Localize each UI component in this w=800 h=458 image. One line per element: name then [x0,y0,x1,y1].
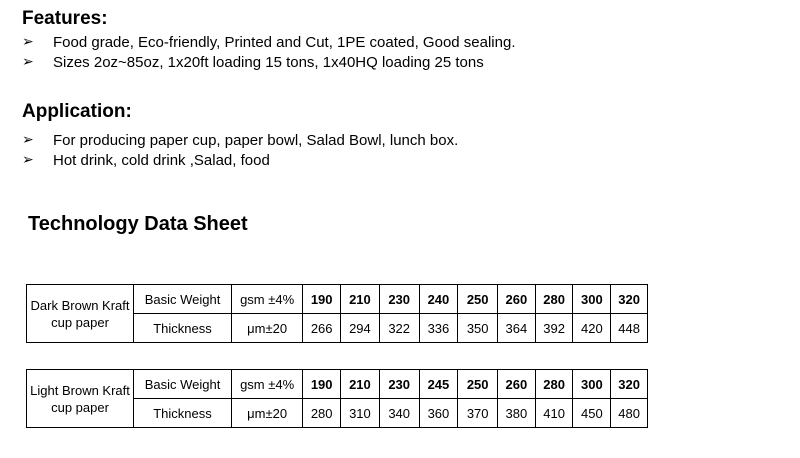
table-cell: 280 [303,399,341,428]
table-cell: 266 [303,314,341,343]
application-heading: Application: [22,101,132,122]
features-heading: Features: [22,8,108,29]
table-row [27,370,648,399]
table-cell: 240 [419,285,458,314]
table-cell: 450 [573,399,611,428]
table-cell: 260 [498,370,536,399]
table-cell: 480 [611,399,648,428]
arrow-bullet-icon: ➢ [22,54,34,70]
table-cell: 410 [535,399,573,428]
table-cell: 448 [611,314,648,343]
features-list [22,32,516,72]
table-cell: 250 [458,370,498,399]
table-cell: 210 [341,285,380,314]
property-label: Basic Weight [134,370,232,399]
table-cell: 322 [379,314,419,343]
table-cell: 294 [341,314,380,343]
table-cell: 380 [498,399,536,428]
table-cell: 420 [573,314,611,343]
spec-table-light-brown [26,369,648,428]
table-cell: 230 [379,285,419,314]
table-row [27,285,648,314]
table-cell: 340 [379,399,419,428]
table-cell: 280 [535,285,573,314]
list-item-text: Sizes 2oz~85oz, 1x20ft loading 15 tons, 1x40HQ loading 25 tons [53,53,484,71]
table-cell: 300 [573,285,611,314]
list-item-text: Hot drink, cold drink ,Salad, food [53,151,270,169]
table-cell: 320 [611,370,648,399]
table-cell: 350 [458,314,498,343]
arrow-bullet-icon: ➢ [22,34,34,50]
arrow-bullet-icon: ➢ [22,132,34,148]
product-name: Light Brown Kraft cup paper [27,370,134,428]
spec-table-dark-brown [26,284,648,343]
property-label: Basic Weight [134,285,232,314]
table-cell: 190 [303,285,341,314]
list-item [22,150,458,170]
unit-label: μm±20 [231,399,302,428]
application-list [22,130,458,170]
table-cell: 364 [498,314,536,343]
table-cell: 210 [341,370,380,399]
list-item [22,32,516,52]
unit-label: gsm ±4% [231,370,302,399]
list-item [22,130,458,150]
table-cell: 300 [573,370,611,399]
table-cell: 190 [303,370,341,399]
table-cell: 245 [419,370,458,399]
table-cell: 336 [419,314,458,343]
product-name: Dark Brown Kraft cup paper [27,285,134,343]
table-cell: 370 [458,399,498,428]
property-label: Thickness [134,314,232,343]
list-item-text: Food grade, Eco-friendly, Printed and Cut, 1PE coated, Good sealing. [53,33,516,51]
table-cell: 320 [611,285,648,314]
table-cell: 360 [419,399,458,428]
table-cell: 310 [341,399,380,428]
table-cell: 392 [535,314,573,343]
datasheet-heading: Technology Data Sheet [28,213,248,235]
property-label: Thickness [134,399,232,428]
table-cell: 260 [498,285,536,314]
table-cell: 230 [379,370,419,399]
table-cell: 250 [458,285,498,314]
list-item-text: For producing paper cup, paper bowl, Salad Bowl, lunch box. [53,131,459,149]
arrow-bullet-icon: ➢ [22,152,34,168]
list-item [22,52,516,72]
unit-label: gsm ±4% [231,285,302,314]
table-cell: 280 [535,370,573,399]
unit-label: μm±20 [231,314,302,343]
